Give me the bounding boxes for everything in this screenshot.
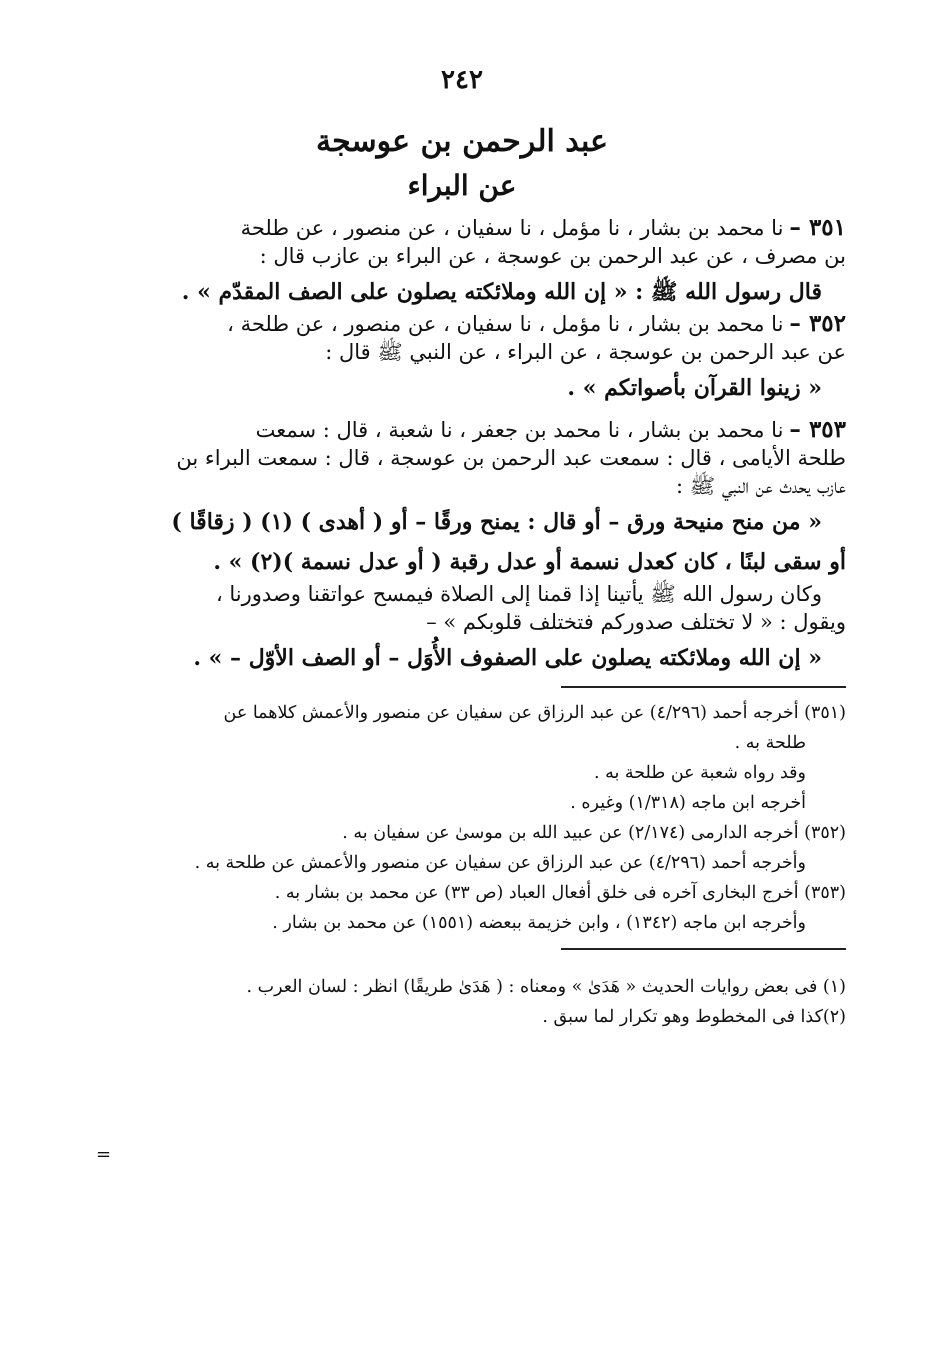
hadith-matn: « زينوا القرآن بأصواتكم » . bbox=[567, 375, 822, 401]
page-number: ٢٤٢ bbox=[441, 65, 483, 95]
footnote-line: (٣٥٢) أخرجه الدارمى (٢/١٧٤) عن عبيد الله بن موسىٰ عن سفيان به . bbox=[342, 823, 846, 843]
footnote-line: طلحة به . bbox=[734, 733, 806, 753]
hadith-matn: قال رسول الله ﷺ : « إن الله وملائكته يصلون على الصف المقدّم » . bbox=[181, 279, 822, 305]
footnote-line: وأخرجه أحمد (٤/٢٩٦) عن عبد الرزاق عن سفيان عن منصور والأعمش عن طلحة به . bbox=[194, 853, 806, 873]
footnote-divider bbox=[561, 686, 846, 688]
hadith-line: بن مصرف ، عن عبد الرحمن بن عوسجة ، عن البراء بن عازب قال : bbox=[259, 244, 846, 268]
footnote-line: (٣٥٣) أخرج البخارى آخره فى خلق أفعال العباد (ص ٣٣) عن محمد بن بشار به . bbox=[274, 883, 846, 903]
hadith-line: وكان رسول الله ﷺ يأتينا إذا قمنا إلى الصلاة فيمسح عواتقنا وصدورنا ، bbox=[215, 582, 822, 606]
hadith-line: ٣٥٣ –نا محمد بن بشار ، نا محمد بن جعفر ، نا شعبة ، قال : سمعت bbox=[255, 416, 846, 443]
footnote-line: (٣٥١) أخرجه أحمد (٤/٢٩٦) عن عبد الرزاق عن سفيان عن منصور والأعمش كلاهما عن bbox=[223, 703, 846, 723]
hadith-line: عازب يحدث عن النبي ﷺ : bbox=[676, 474, 846, 498]
chapter-title: عبد الرحمن بن عوسجة bbox=[316, 124, 608, 159]
hadith-matn: « إن الله وملائكته يصلون على الصفوف الأُوَل – أو الصف الأوّل – » . bbox=[193, 645, 822, 671]
hadith-line: طلحة الأيامى ، قال : سمعت عبد الرحمن بن عوسجة ، قال : سمعت البراء بن bbox=[176, 446, 846, 470]
hadith-353 bbox=[78, 416, 846, 676]
hadith-matn: « من منح منيحة ورق – أو قال : يمنح ورقًا – أو ( أهدى ) (١) ( زقاقًا ) bbox=[171, 509, 822, 535]
editor-notes-divider bbox=[561, 948, 846, 950]
hadith-351 bbox=[78, 214, 846, 310]
continuation-mark: = bbox=[96, 1144, 112, 1165]
hadith-matn: أو سقى لبنًا ، كان كعدل نسمة أو عدل رقبة ( أو عدل نسمة )(٢) » . bbox=[213, 549, 846, 575]
hadith-number: ٣٥٢ – bbox=[789, 310, 846, 337]
editor-notes bbox=[78, 972, 846, 1032]
footnote-line: وأخرجه ابن ماجه (١٣٤٢) ، وابن خزيمة ببعضه (١٥٥١) عن محمد بن بشار . bbox=[272, 913, 806, 933]
hadith-352 bbox=[78, 310, 846, 406]
editor-note: (١) فى بعض روايات الحديث « هَدَىٰ » ومعناه : ( هَدَىٰ طريقًا) انظر : لسان العرب . bbox=[246, 977, 846, 997]
hadith-line: ويقول : « لا تختلف صدوركم فتختلف قلوبكم » – bbox=[426, 610, 846, 634]
hadith-line: ٣٥١ –نا محمد بن بشار ، نا مؤمل ، نا سفيان ، عن منصور ، عن طلحة bbox=[240, 214, 846, 241]
footnote-line: وقد رواه شعبة عن طلحة به . bbox=[593, 763, 806, 783]
hadith-line: عن عبد الرحمن بن عوسجة ، عن البراء ، عن النبي ﷺ قال : bbox=[325, 340, 846, 364]
chapter-subtitle: عن البراء bbox=[407, 169, 517, 202]
hadith-number: ٣٥١ – bbox=[789, 214, 846, 241]
editor-note: (٢)كذا فى المخطوط وهو تكرار لما سبق . bbox=[542, 1007, 846, 1027]
footnotes bbox=[78, 698, 846, 938]
hadith-number: ٣٥٣ – bbox=[789, 416, 846, 443]
hadith-line: ٣٥٢ –نا محمد بن بشار ، نا مؤمل ، نا سفيان ، عن منصور ، عن طلحة ، bbox=[227, 310, 846, 337]
footnote-line: أخرجه ابن ماجه (١/٣١٨) وغيره . bbox=[570, 793, 806, 813]
